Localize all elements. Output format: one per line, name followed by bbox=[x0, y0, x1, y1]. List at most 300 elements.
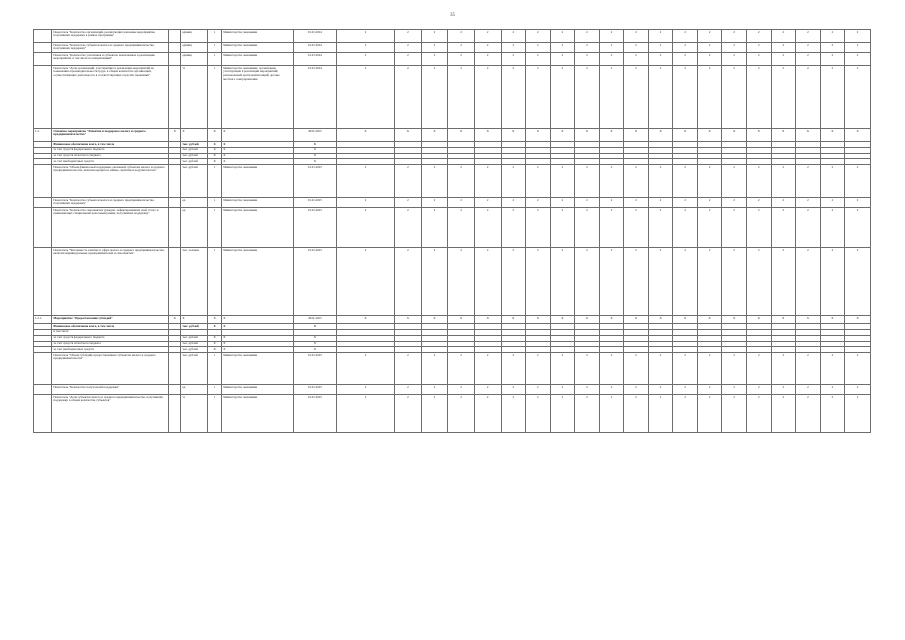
table-cell: 2 bbox=[474, 198, 501, 208]
table-cell: 1 bbox=[207, 43, 221, 53]
table-cell: тыс. рублей bbox=[181, 335, 208, 341]
table-cell: 1 bbox=[207, 30, 221, 43]
table-cell: тыс. рублей bbox=[181, 341, 208, 347]
table-cell: Х bbox=[820, 316, 845, 324]
table-cell: тыс. рублей bbox=[181, 147, 208, 153]
table-cell bbox=[34, 353, 52, 385]
table-cell: Министерство экономики bbox=[222, 53, 294, 66]
table-cell: 2 bbox=[796, 53, 821, 66]
table-cell: 2 bbox=[820, 395, 845, 433]
table-cell: Показатель "Доля субъектов малого и среднего предпринимательства, получивших поддержку, в общем количестве субъектов" bbox=[52, 395, 169, 433]
table-cell: 2 bbox=[624, 248, 649, 316]
table-cell: 2 bbox=[820, 208, 845, 248]
table-cell: 2 bbox=[395, 385, 422, 395]
table-cell: за счет средств областного бюджета bbox=[52, 341, 169, 347]
table-cell: Х bbox=[796, 316, 821, 324]
table-cell: 2 bbox=[501, 198, 526, 208]
table-cell: 2 bbox=[845, 208, 871, 248]
table-cell: Х bbox=[624, 129, 649, 142]
table-cell: 2 bbox=[796, 208, 821, 248]
table-cell bbox=[34, 30, 52, 43]
table-cell: 01.01.2025 bbox=[293, 165, 336, 198]
table-cell: 2 bbox=[648, 165, 673, 198]
table-cell: 2 bbox=[624, 395, 649, 433]
table-cell: 2 bbox=[421, 208, 448, 248]
table-cell: 2 bbox=[599, 165, 624, 198]
table-cell: 2 bbox=[501, 53, 526, 66]
table-cell: 1 bbox=[207, 66, 221, 129]
table-cell: 2 bbox=[336, 385, 394, 395]
table-cell: Х bbox=[207, 324, 221, 330]
table-cell bbox=[169, 395, 181, 433]
table-cell bbox=[169, 66, 181, 129]
table-cell: 2 bbox=[697, 165, 722, 198]
table-cell: 2 bbox=[421, 385, 448, 395]
table-cell: 2 bbox=[474, 43, 501, 53]
program-measures-table bbox=[33, 29, 871, 433]
table-cell: 2 bbox=[746, 385, 771, 395]
table-cell: 2 bbox=[395, 353, 422, 385]
table-cell: 2 bbox=[575, 30, 600, 43]
table-cell: Х bbox=[501, 129, 526, 142]
table-cell: Министерство экономики bbox=[222, 395, 294, 433]
table-cell: тыс. рублей bbox=[181, 324, 208, 330]
table-cell: 2 bbox=[550, 208, 575, 248]
table-cell: 2 bbox=[599, 353, 624, 385]
table-cell: 2 bbox=[746, 395, 771, 433]
table-cell: тыс. рублей bbox=[181, 159, 208, 165]
table-cell bbox=[169, 43, 181, 53]
table-cell: 01.01.2024 bbox=[293, 30, 336, 43]
table-cell: Х bbox=[222, 341, 294, 347]
table-cell: Х bbox=[207, 153, 221, 159]
table-cell: Х bbox=[746, 129, 771, 142]
table-cell: Х bbox=[599, 316, 624, 324]
table-cell: Показатель "Объем субсидий, предоставленных субъектам малого и среднего предпринимательства" bbox=[52, 353, 169, 385]
table-cell: 2 bbox=[820, 53, 845, 66]
table-cell: Показатель "Количество участников и субъектов, вовлеченных в реализацию мероприятий, в том числе по направлениям" bbox=[52, 53, 169, 66]
table-cell: Х bbox=[474, 129, 501, 142]
table-cell: 2 bbox=[845, 198, 871, 208]
table-cell: 2 bbox=[448, 353, 475, 385]
table-cell: 2 bbox=[501, 30, 526, 43]
table-cell: 2 bbox=[526, 66, 551, 129]
table-cell: 2 bbox=[722, 208, 747, 248]
table-row bbox=[34, 208, 871, 248]
table-cell: 2 bbox=[599, 43, 624, 53]
table-cell: 01.01.2025 bbox=[293, 385, 336, 395]
table-cell: 01.01.2025 bbox=[293, 208, 336, 248]
table-cell: 2 bbox=[746, 208, 771, 248]
table-cell: 2 bbox=[820, 353, 845, 385]
table-cell: Х bbox=[624, 316, 649, 324]
table-cell: Х bbox=[722, 316, 747, 324]
table-cell: 2 bbox=[526, 248, 551, 316]
table-cell: 2 bbox=[648, 208, 673, 248]
table-cell: 2 bbox=[771, 43, 796, 53]
table-cell: Х bbox=[648, 316, 673, 324]
table-cell: Х bbox=[207, 341, 221, 347]
table-cell: 2 bbox=[722, 30, 747, 43]
table-cell: 2 bbox=[624, 30, 649, 43]
table-cell: % bbox=[181, 395, 208, 433]
table-cell: 2 bbox=[845, 30, 871, 43]
table-cell: 2 bbox=[820, 165, 845, 198]
table-cell: 2 bbox=[673, 353, 698, 385]
table-cell: Х bbox=[222, 316, 294, 324]
table-cell: Х bbox=[746, 316, 771, 324]
table-cell: Х bbox=[207, 159, 221, 165]
table-cell: Х bbox=[395, 129, 422, 142]
table-cell: 2 bbox=[501, 395, 526, 433]
table-cell: ед. bbox=[181, 208, 208, 248]
table-cell: Х bbox=[474, 316, 501, 324]
table-cell: 2 bbox=[336, 43, 394, 53]
table-cell: 2 bbox=[336, 30, 394, 43]
table-cell: 2 bbox=[771, 248, 796, 316]
table-cell: 2 bbox=[575, 165, 600, 198]
table-cell: 2 bbox=[796, 353, 821, 385]
table-cell: за счет внебюджетных средств bbox=[52, 159, 169, 165]
table-cell: Х bbox=[181, 129, 208, 142]
table-cell: Показатель "Количество получателей поддержки" bbox=[52, 385, 169, 395]
table-cell: Финансовое обеспечение всего, в том числе bbox=[52, 142, 169, 148]
table-cell: 2 bbox=[648, 30, 673, 43]
table-cell: 2 bbox=[550, 198, 575, 208]
table-cell: 2 bbox=[448, 198, 475, 208]
table-cell: Х bbox=[845, 316, 871, 324]
table-cell: 2 bbox=[722, 43, 747, 53]
table-cell: 2 bbox=[697, 30, 722, 43]
table-cell: 2 bbox=[746, 30, 771, 43]
table-cell: 1 bbox=[207, 385, 221, 395]
table-cell bbox=[34, 53, 52, 66]
table-cell: 2 bbox=[336, 395, 394, 433]
table-cell: 2 bbox=[820, 198, 845, 208]
table-cell: Мероприятие "Предоставление субсидий" bbox=[52, 316, 169, 324]
table-cell: Министерство экономики bbox=[222, 353, 294, 385]
table-cell: Показатель "Количество организаций, реализующих ключевые мероприятия, получивших поддержку в рамках программы" bbox=[52, 30, 169, 43]
table-cell: Х bbox=[526, 316, 551, 324]
table-cell: 2 bbox=[501, 353, 526, 385]
table-cell: 2 bbox=[697, 43, 722, 53]
table-row bbox=[34, 30, 871, 43]
table-cell: 1 bbox=[207, 248, 221, 316]
table-cell: 2 bbox=[336, 353, 394, 385]
table-cell: Х bbox=[169, 316, 181, 324]
table-cell: Х bbox=[293, 147, 336, 153]
table-cell: 2 bbox=[474, 53, 501, 66]
table-cell: ед. bbox=[181, 198, 208, 208]
table-cell: 2 bbox=[796, 165, 821, 198]
table-cell: 2 bbox=[771, 66, 796, 129]
table-cell: 2 bbox=[395, 43, 422, 53]
table-cell: Министерство экономики; организации, участвующие в реализации мероприятий; региональный центр компетенций; органы местного самоуправления bbox=[222, 66, 294, 129]
table-cell: Х bbox=[448, 316, 475, 324]
table-cell: 2 bbox=[575, 385, 600, 395]
page-number: 35 bbox=[450, 13, 455, 18]
table-section-row bbox=[34, 129, 871, 142]
table-cell bbox=[169, 30, 181, 43]
table-cell bbox=[34, 248, 52, 316]
table-cell: 2 bbox=[722, 353, 747, 385]
table-cell: 2 bbox=[448, 395, 475, 433]
table-cell: 2 bbox=[648, 198, 673, 208]
table-cell: 2 bbox=[474, 208, 501, 248]
table-cell: 2 bbox=[575, 208, 600, 248]
table-cell: Х bbox=[336, 129, 394, 142]
table-cell: Х bbox=[421, 316, 448, 324]
table-cell: Х bbox=[207, 142, 221, 148]
table-cell: 2 bbox=[746, 198, 771, 208]
table-cell: 2 bbox=[550, 165, 575, 198]
table-cell: 01.01.2025 bbox=[293, 353, 336, 385]
table-cell bbox=[34, 208, 52, 248]
table-row bbox=[34, 248, 871, 316]
table-cell: Х bbox=[673, 129, 698, 142]
table-cell: Х bbox=[599, 129, 624, 142]
table-cell: 2 bbox=[845, 53, 871, 66]
table-cell: Х bbox=[550, 316, 575, 324]
table-cell: 2 bbox=[599, 248, 624, 316]
table-cell bbox=[169, 208, 181, 248]
table-cell: 2 bbox=[501, 208, 526, 248]
table-cell: Показатель "Количество субъектов малого и среднего предпринимательства, получивших поддержку" bbox=[52, 43, 169, 53]
table-cell: 2 bbox=[796, 248, 821, 316]
table-cell: Х bbox=[293, 341, 336, 347]
table-cell: тыс. рублей bbox=[181, 353, 208, 385]
table-cell: 1 bbox=[207, 165, 221, 198]
table-cell: Министерство экономики bbox=[222, 165, 294, 198]
table-cell: 2 bbox=[395, 248, 422, 316]
table-cell: Х bbox=[293, 142, 336, 148]
table-cell: Х bbox=[222, 129, 294, 142]
table-cell: 2 bbox=[796, 43, 821, 53]
table-cell: 2 bbox=[648, 395, 673, 433]
table-cell: 2 bbox=[421, 198, 448, 208]
table-cell: 2022-2025 bbox=[293, 129, 336, 142]
table-cell: 2 bbox=[673, 66, 698, 129]
table-cell: 2 bbox=[421, 43, 448, 53]
table-cell: 2 bbox=[501, 385, 526, 395]
table-cell: 2 bbox=[599, 385, 624, 395]
table-cell: 1.2.1. bbox=[34, 316, 52, 324]
table-cell: 2 bbox=[526, 165, 551, 198]
table-cell: 2 bbox=[421, 30, 448, 43]
table-cell: 2 bbox=[771, 385, 796, 395]
table-cell: 2 bbox=[336, 165, 394, 198]
table-cell: 2 bbox=[820, 30, 845, 43]
table-cell: 2 bbox=[395, 66, 422, 129]
table-cell: 2 bbox=[575, 353, 600, 385]
table-cell bbox=[169, 248, 181, 316]
table-cell: Х bbox=[526, 129, 551, 142]
table-cell: тыс. человек bbox=[181, 248, 208, 316]
table-cell: Х bbox=[575, 129, 600, 142]
table-cell: 01.01.2024 bbox=[293, 53, 336, 66]
table-cell: Показатель "Количество самозанятых граждан, зафиксировавших свой статус и применяющих специальный налоговый режим, получивших поддержку" bbox=[52, 208, 169, 248]
table-cell: 2 bbox=[624, 198, 649, 208]
table-cell: 2 bbox=[550, 53, 575, 66]
table-cell: Х bbox=[207, 147, 221, 153]
table-cell: 2 bbox=[746, 353, 771, 385]
table-cell: 2 bbox=[820, 248, 845, 316]
table-cell: 2 bbox=[599, 395, 624, 433]
table-cell: 2 bbox=[336, 248, 394, 316]
table-cell: 2 bbox=[771, 165, 796, 198]
table-section-row bbox=[34, 316, 871, 324]
table-cell: 2 bbox=[673, 30, 698, 43]
table-cell: Министерство экономики bbox=[222, 43, 294, 53]
table-row bbox=[34, 66, 871, 129]
table-cell bbox=[34, 395, 52, 433]
table-cell bbox=[169, 165, 181, 198]
table-cell: 2 bbox=[448, 30, 475, 43]
table-cell: 2 bbox=[474, 30, 501, 43]
table-cell: Х bbox=[648, 129, 673, 142]
table-cell: 2 bbox=[673, 198, 698, 208]
table-cell: 2 bbox=[746, 66, 771, 129]
table-cell: 2 bbox=[771, 198, 796, 208]
table-cell: Министерство экономики bbox=[222, 30, 294, 43]
table-cell: 2 bbox=[722, 66, 747, 129]
table-cell: 2 bbox=[722, 53, 747, 66]
table-cell bbox=[169, 385, 181, 395]
table-cell: 1.2. bbox=[34, 129, 52, 142]
table-cell bbox=[34, 165, 52, 198]
table-cell: 2 bbox=[722, 165, 747, 198]
table-cell: 2 bbox=[395, 395, 422, 433]
table-cell: 2 bbox=[474, 66, 501, 129]
table-cell: 2 bbox=[395, 53, 422, 66]
table-cell: 2 bbox=[448, 385, 475, 395]
table-cell: Х bbox=[222, 335, 294, 341]
table-cell: Х bbox=[575, 316, 600, 324]
table-cell: 2 bbox=[624, 165, 649, 198]
table-cell: 2 bbox=[336, 53, 394, 66]
table-cell: 2 bbox=[820, 66, 845, 129]
table-cell: 2 bbox=[448, 208, 475, 248]
table-cell: 2 bbox=[673, 395, 698, 433]
table-cell: Основное мероприятие "Развитие и поддержка малого и среднего предпринимательства" bbox=[52, 129, 169, 142]
table-cell: 2 bbox=[501, 165, 526, 198]
table-cell: 2 bbox=[474, 395, 501, 433]
table-cell: Х bbox=[820, 129, 845, 142]
table-cell: 2 bbox=[448, 43, 475, 53]
table-cell: 2 bbox=[550, 30, 575, 43]
table-cell: 2 bbox=[550, 395, 575, 433]
table-cell: 2 bbox=[673, 248, 698, 316]
table-cell: Х bbox=[222, 153, 294, 159]
table-cell: Х bbox=[421, 129, 448, 142]
table-cell: 1 bbox=[207, 353, 221, 385]
table-cell bbox=[169, 53, 181, 66]
table-cell: 2 bbox=[648, 385, 673, 395]
table-cell: Х bbox=[207, 316, 221, 324]
table-cell: 2 bbox=[550, 248, 575, 316]
table-cell bbox=[169, 353, 181, 385]
table-cell: 1 bbox=[207, 208, 221, 248]
table-cell: 2 bbox=[673, 385, 698, 395]
table-cell: 2 bbox=[648, 353, 673, 385]
table-cell: 2 bbox=[673, 53, 698, 66]
table-cell: Х bbox=[222, 324, 294, 330]
table-cell: Х bbox=[222, 147, 294, 153]
table-cell: 2 bbox=[722, 385, 747, 395]
table-cell: 2 bbox=[746, 248, 771, 316]
table-cell: 2 bbox=[526, 30, 551, 43]
table-row bbox=[34, 353, 871, 385]
table-cell: 2 bbox=[624, 43, 649, 53]
table-cell: за счет средств федерального бюджета bbox=[52, 335, 169, 341]
table-row bbox=[34, 395, 871, 433]
table-cell: Министерство экономики bbox=[222, 208, 294, 248]
table-cell: Х bbox=[771, 129, 796, 142]
table-cell: 2 bbox=[845, 165, 871, 198]
table-row bbox=[34, 43, 871, 53]
table-cell: Х bbox=[207, 347, 221, 353]
table-cell: 2 bbox=[624, 353, 649, 385]
table-cell: 01.01.2025 bbox=[293, 198, 336, 208]
table-cell: 2 bbox=[673, 43, 698, 53]
table-cell: Х bbox=[771, 316, 796, 324]
table-cell bbox=[34, 385, 52, 395]
table-cell: 2 bbox=[474, 248, 501, 316]
table-cell: 2 bbox=[697, 353, 722, 385]
table-cell: Х bbox=[448, 129, 475, 142]
table-cell: 2 bbox=[526, 385, 551, 395]
table-cell: тыс. рублей bbox=[181, 153, 208, 159]
table-cell: 2 bbox=[673, 165, 698, 198]
table-cell: 2 bbox=[697, 248, 722, 316]
table-cell: Министерство экономики bbox=[222, 198, 294, 208]
table-cell: 2 bbox=[771, 208, 796, 248]
table-cell: 2 bbox=[648, 66, 673, 129]
table-cell: за счет средств областного бюджета bbox=[52, 153, 169, 159]
table-cell: за счет средств федерального бюджета bbox=[52, 147, 169, 153]
table-cell: 2 bbox=[599, 198, 624, 208]
table-cell: 2 bbox=[648, 43, 673, 53]
table-cell: 2 bbox=[771, 53, 796, 66]
table-cell: Х bbox=[501, 316, 526, 324]
table-cell: 2 bbox=[722, 248, 747, 316]
table-cell: 2 bbox=[421, 53, 448, 66]
table-cell: Х bbox=[293, 159, 336, 165]
table-cell: 2 bbox=[526, 208, 551, 248]
table-cell: 2 bbox=[526, 198, 551, 208]
table-cell: Показатель "Объем финансовой поддержки, оказанной субъектам малого и среднего предпринимательства, включая кредиты и займы, гарантии и поручительства" bbox=[52, 165, 169, 198]
table-cell: 2 bbox=[599, 208, 624, 248]
table-cell: Х bbox=[222, 159, 294, 165]
table-cell: Х bbox=[207, 129, 221, 142]
table-cell: 2 bbox=[673, 208, 698, 248]
table-cell: 2 bbox=[796, 66, 821, 129]
table-cell: 2 bbox=[526, 43, 551, 53]
table-cell: 2 bbox=[526, 395, 551, 433]
table-cell: 2 bbox=[421, 395, 448, 433]
table-cell: 2 bbox=[648, 53, 673, 66]
table-cell: 2 bbox=[697, 66, 722, 129]
table-body bbox=[34, 30, 871, 433]
table-cell: 2 bbox=[796, 198, 821, 208]
table-cell: 2 bbox=[448, 66, 475, 129]
table-cell: 2 bbox=[845, 395, 871, 433]
table-cell: 2 bbox=[395, 208, 422, 248]
table-cell: 2 bbox=[575, 53, 600, 66]
table-cell: 2 bbox=[448, 53, 475, 66]
table-cell bbox=[169, 198, 181, 208]
table-cell: ед. bbox=[181, 385, 208, 395]
